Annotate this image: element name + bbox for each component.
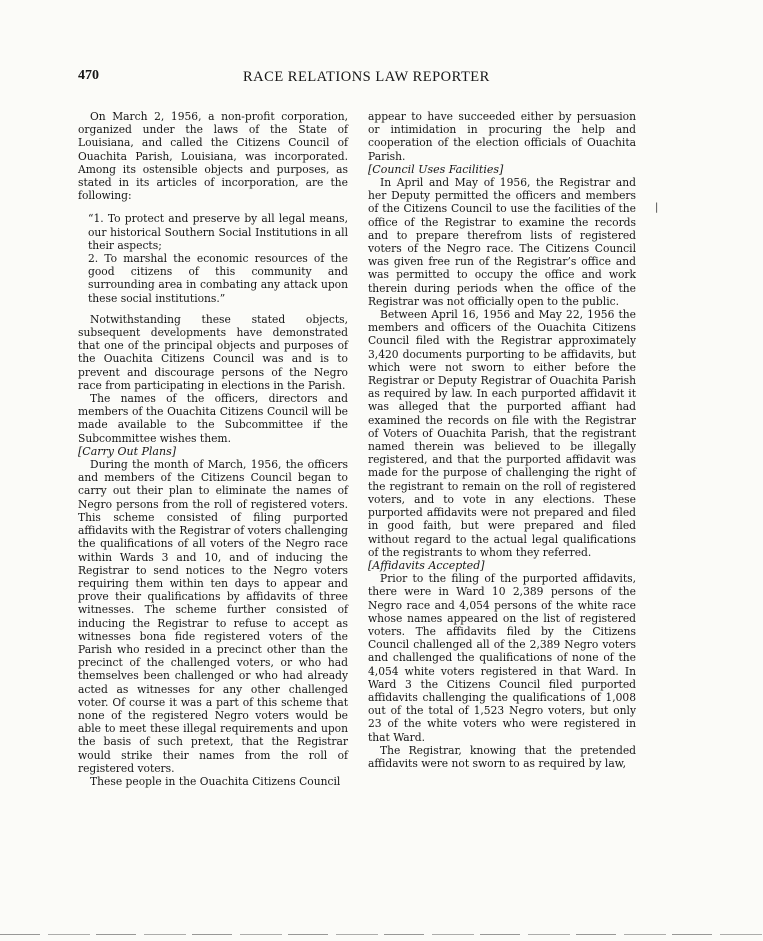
paragraph-registrar-knowing: The Registrar, knowing that the pretended affidavits were not sworn to as required by law, [368, 743, 636, 770]
left-column [78, 110, 348, 788]
paragraph-council-people: These people in the Ouachita Citizens Council [90, 774, 341, 788]
paragraph-stated-objects: Notwithstanding these stated objects, subsequent developments have demonstrated that one of the principal objects and purposes of the Ouachita Citizens Council was and is to prevent and discourage persons of the Negro race from participating in elections in the Parish. [78, 312, 348, 392]
quote-item-2: 2. To marshal the economic resources of the good citizens of this community and surrounding area in combating any attack upon these social institutions.” [88, 252, 348, 305]
subheading-carry-out-plans: [Carry Out Plans] [78, 444, 177, 458]
paragraph-officers-names: The names of the officers, directors and members of the Ouachita Citizens Council will be made available to the Subcommittee if the Subcommittee wishes them. [78, 392, 348, 445]
bottom-scan-rule [0, 934, 763, 935]
quote-item-1: “1. To protect and preserve by all legal means, our historical Southern Social Institutions in all their aspects; [88, 212, 348, 252]
page-header [78, 68, 678, 92]
paragraph-continued: appear to have succeeded either by persuasion or intimidation in procuring the help and cooperation of the election officials of Ouachita Parish. [368, 110, 636, 163]
right-column [368, 110, 636, 770]
running-title: RACE RELATIONS LAW REPORTER [243, 69, 490, 85]
page-number: 470 [78, 68, 99, 83]
articles-quote [88, 212, 348, 304]
paragraph-incorporation: On March 2, 1956, a non-profit corporation, organized under the laws of the State of Louisiana, and called the Citizens Council of Ouachita Parish, Louisiana, was incorporated. Among its ostensible objects and purposes, as stated in its articles of incorporation, are the following: [78, 110, 348, 203]
paragraph-scheme: During the month of March, 1956, the officers and members of the Citizens Council began to carry out their plan to eliminate the names of Negro persons from the roll of registered voters. This scheme consisted of filing purported affidavits with the Registrar of voters challenging the qualifications of all voters of the Negro race within Wards 3 and 10, and of inducing the Registrar to send notices to the Negro voters requiring them within ten days to appear and prove their qualifications by affidavits of three witnesses. The scheme further consisted of inducing the Registrar to refuse to accept as witnesses bona fide registered voters of the Parish who resided in a precinct other than the precinct of the challenged voters, or who had themselves been challenged or who had already acted as witnesses for any other challenged voter. Of course it was a part of this scheme that none of the registered Negro voters would be able to meet these illegal requirements and upon the basis of such pretext, that the Registrar would strike their names from the roll of registered voters. [78, 458, 348, 775]
paragraph-affidavits-filed: Between April 16, 1956 and May 22, 1956 the members and officers of the Ouachita Citizens Council filed with the Registrar approximately 3,420 documents purporting to be affidavits, but which were not sworn to either before the Registrar or Deputy Registrar of Ouachita Parish as required by law. In each purported affidavit it was alleged that the purported affiant had examined the records on file with the Registrar of Voters of Ouachita Parish, that the registrant named therein was believed to be illegally registered, and that the purported affidavit was made for the purpose of challenging the right of the registrant to remain on the roll of registered voters, and to vote in any elections. These purported affidavits were not prepared and filed in good faith, but were prepared and filed without regard to the actual legal qualifications of the registrants to whom they referred. [368, 308, 636, 559]
paragraph-ward-counts: Prior to the filing of the purported affidavits, there were in Ward 10 2,389 persons of the Negro race and 4,054 persons of the white race whose names appeared on the list of registered voters. The affidavits filed by the Citizens Council challenged all of the 2,389 Negro voters and challenged the qualifications of none of the 4,054 white voters registered in that Ward. In Ward 3 the Citizens Council filed purported affidavits challenging the qualifications of 1,008 out of the total of 1,523 Negro voters, but only 23 of the white voters who were registered in that Ward. [368, 572, 636, 744]
margin-mark: | [655, 202, 659, 213]
subheading-council-uses-facilities: [Council Uses Facilities] [368, 162, 504, 176]
subheading-affidavits-accepted: [Affidavits Accepted] [368, 558, 485, 572]
paragraph-facilities: In April and May of 1956, the Registrar and her Deputy permitted the officers and members of the Citizens Council to use the facilities of the office of the Registrar to examine the records and to prepare therefrom lists of registered voters of the Negro race. The Citizens Council was given free run of the Registrar’s office and was permitted to occupy the office and work therein during periods when the office of the Registrar was not officially open to the public. [368, 176, 636, 308]
